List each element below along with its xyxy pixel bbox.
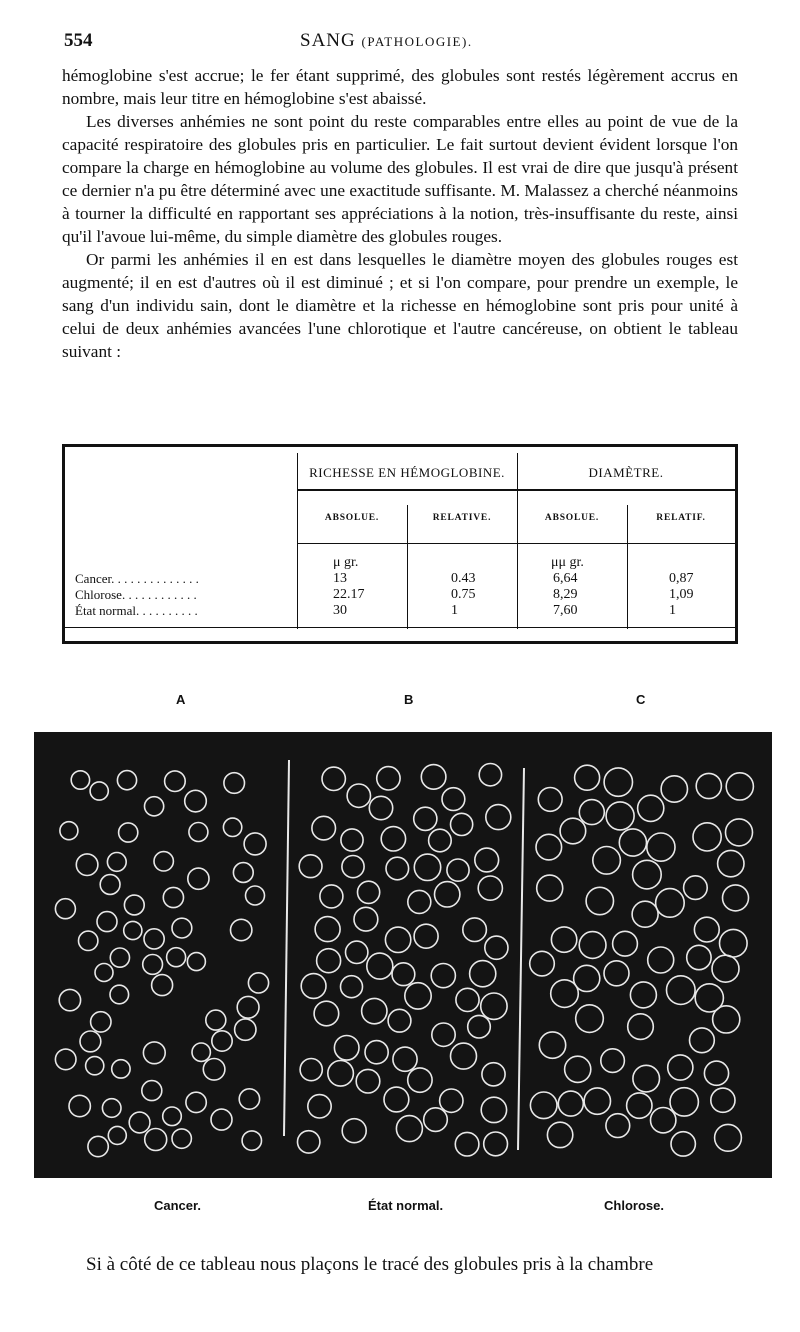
blood-cell (613, 931, 638, 956)
table-cell: 8,29 (553, 587, 578, 602)
blood-cell (342, 1119, 366, 1143)
blood-cell (152, 975, 173, 996)
blood-cell (172, 1129, 191, 1148)
blood-cell (86, 1057, 104, 1075)
blood-cell (60, 822, 78, 840)
blood-cell (414, 807, 437, 830)
blood-cell (408, 1068, 432, 1092)
blood-cell (579, 800, 604, 825)
blood-cell (107, 853, 126, 872)
row-label: État normal. . . . . . . . . . (75, 603, 198, 618)
blood-cell (163, 887, 183, 907)
blood-cell (185, 790, 207, 812)
panel-letter-a: A (176, 692, 186, 707)
blood-cell (320, 885, 343, 908)
blood-cell (88, 1136, 108, 1156)
blood-cell (300, 1059, 322, 1081)
blood-cell (670, 1088, 698, 1116)
sub-header: RELATIVE. (432, 513, 492, 523)
blood-cell (377, 767, 400, 790)
blood-cell (346, 941, 368, 963)
paragraph: hémoglobine s'est accrue; le fer étant supprimé, des globules sont restés légèrement accrus en nombre, mais leur titre en hémoglobine s'est abaissé. (62, 66, 738, 108)
blood-cell (711, 1088, 735, 1112)
blood-cell (690, 1028, 715, 1053)
blood-cell (551, 927, 576, 952)
blood-cell (475, 848, 499, 872)
blood-cell (341, 976, 363, 998)
blood-cell (484, 1132, 508, 1156)
blood-cell (388, 1009, 411, 1032)
blood-cell (308, 1095, 331, 1118)
group-rule (517, 489, 735, 491)
blood-cell (167, 948, 186, 967)
blood-cell (365, 1041, 388, 1064)
blood-cell (481, 1097, 506, 1122)
blood-cell (108, 1126, 126, 1144)
blood-cell (447, 859, 469, 881)
panel-letter-c: C (636, 692, 646, 707)
panel-letter-b: B (404, 692, 414, 707)
blood-cell (586, 887, 613, 914)
blood-cell-plate (34, 732, 772, 1178)
blood-cell (314, 1001, 339, 1026)
blood-cell (334, 1036, 359, 1061)
blood-cell (579, 932, 606, 959)
table-cell: 6,64 (553, 571, 578, 586)
running-head-main: SANG (300, 30, 356, 51)
blood-cell (124, 895, 144, 915)
blood-cell (530, 951, 555, 976)
sub-header: ABSOLUE. (544, 513, 600, 523)
blood-cell (244, 833, 266, 855)
blood-cell (704, 1061, 728, 1085)
blood-cell (367, 953, 393, 979)
blood-cell-drawing (34, 732, 772, 1178)
blood-cell (144, 929, 164, 949)
table-cell: 1 (669, 603, 676, 618)
blood-cell (317, 949, 341, 973)
blood-cell (110, 985, 129, 1004)
blood-cell (80, 1031, 101, 1052)
blood-cell (322, 767, 345, 790)
blood-cell (486, 805, 511, 830)
blood-cell (186, 1092, 206, 1112)
blood-cell (187, 953, 205, 971)
blood-cell (687, 945, 711, 969)
blood-cell (630, 982, 656, 1008)
blood-cell (112, 1060, 130, 1078)
table-cell: 0.43 (451, 571, 476, 586)
blood-cell (647, 833, 675, 861)
blood-cell (718, 850, 744, 876)
blood-cell (574, 965, 600, 991)
caption-chlorosis: Chlorose. (604, 1198, 664, 1213)
blood-cell (143, 1042, 165, 1064)
blood-cell (560, 818, 586, 844)
caption-normal: État normal. (368, 1198, 444, 1213)
blood-cell (362, 998, 387, 1023)
blood-cell (479, 764, 501, 786)
blood-cell (239, 1089, 259, 1109)
blood-cell (451, 813, 473, 835)
sub-header: RELATIF. (656, 513, 706, 523)
blood-cell (667, 976, 696, 1005)
blood-cell (102, 1099, 121, 1118)
unit-label: μμ gr. (551, 555, 584, 570)
blood-cell (129, 1112, 150, 1133)
blood-cell (165, 771, 186, 792)
blood-cell (405, 983, 431, 1009)
blood-cell (354, 907, 378, 931)
blood-cell (633, 860, 662, 889)
blood-cell (593, 847, 621, 875)
blood-cell (55, 1049, 76, 1070)
blood-cell (211, 1109, 232, 1130)
blood-cell (192, 1043, 210, 1061)
blood-cell (347, 784, 370, 807)
table-bottom-rule (65, 627, 735, 628)
blood-cell (235, 1019, 256, 1040)
page-number: 554 (64, 30, 93, 51)
blood-cell (392, 963, 415, 986)
body-text (62, 64, 738, 363)
running-head-sub: (PATHOLOGIE). (361, 34, 473, 49)
blood-cell (651, 1108, 676, 1133)
blood-cell (429, 829, 452, 852)
blood-cell (97, 912, 117, 932)
blood-cell (393, 1047, 417, 1071)
blood-cell (119, 823, 138, 842)
blood-cell (627, 1093, 652, 1118)
blood-cell (478, 876, 502, 900)
blood-cell (301, 974, 326, 999)
blood-cell (661, 776, 687, 802)
running-head (300, 30, 473, 52)
blood-cell (684, 876, 708, 900)
blood-cell (442, 788, 465, 811)
blood-cell (536, 834, 562, 860)
blood-cell (668, 1055, 693, 1080)
table-cell: 30 (333, 603, 347, 618)
blood-cell (298, 1131, 320, 1153)
panel-divider (284, 760, 289, 1136)
blood-cell (95, 964, 113, 982)
group-header-diameter: DIAMÈTRE. (588, 465, 664, 480)
blood-cell (203, 1059, 225, 1081)
blood-cell (558, 1091, 583, 1116)
blood-cell (671, 1132, 695, 1156)
blood-cell (648, 947, 674, 973)
blood-cell (604, 961, 629, 986)
blood-cell (463, 918, 487, 942)
blood-cell (726, 819, 753, 846)
blood-cell (619, 829, 646, 856)
blood-cell (188, 868, 209, 889)
blood-cell (547, 1122, 572, 1147)
blood-cell (206, 1010, 226, 1030)
continuation-line: Si à côté de ce tableau nous plaçons le tracé des globules pris à la chambre (86, 1254, 654, 1275)
blood-cell (55, 899, 75, 919)
blood-cell (424, 1108, 448, 1132)
table-divider (627, 505, 628, 629)
row-label: Chlorose. . . . . . . . . . . . (75, 587, 197, 602)
blood-cell (315, 917, 340, 942)
blood-cell (381, 827, 405, 851)
group-header-hemoglobin: RICHESSE EN HÉMOGLOBINE. (309, 465, 505, 480)
blood-cell (79, 931, 98, 950)
blood-cell (212, 1031, 232, 1051)
caption-cancer: Cancer. (154, 1198, 201, 1213)
table-cell: 13 (333, 571, 347, 586)
blood-cell (369, 796, 392, 819)
blood-cell (440, 1089, 463, 1112)
blood-cell (100, 875, 120, 895)
blood-cell (76, 854, 98, 876)
blood-cell (530, 1092, 557, 1119)
blood-cell (341, 829, 363, 851)
blood-cell (248, 973, 268, 993)
blood-cell (481, 993, 507, 1019)
blood-cell (237, 996, 259, 1018)
blood-cell (408, 890, 431, 913)
blood-cell (421, 765, 446, 790)
blood-cell (726, 773, 753, 800)
blood-cell (470, 961, 496, 987)
blood-cell (312, 816, 336, 840)
blood-cell (539, 1032, 565, 1058)
paragraph: Les diverses anhémies ne sont point du reste comparables entre elles au point de vue de la capacité respiratoire des globules pris en particulier. Le fait surtout devient évident lorsque l'on compare la charge en hémoglobine au volume des globules. Il est vrai de dire que jusqu'à présent ce dernier n'a pu être déterminé avec une exactitude suffisante. M. Malassez a cherché néanmoins à tourner la difficulté en rapportant ses appréciations à la notion, très-insuffisante du reste, ainsi qu'il l'avoue lui-même, du simple diamètre des globules rouges. (62, 112, 738, 246)
blood-cell (538, 788, 562, 812)
blood-cell (485, 936, 508, 959)
blood-cell (715, 1124, 742, 1151)
table-divider (407, 505, 408, 629)
blood-cell (431, 964, 455, 988)
blood-cell (720, 929, 748, 957)
blood-cell (455, 1132, 479, 1156)
blood-cell (163, 1107, 182, 1126)
blood-cell (246, 886, 265, 905)
table-cell: 0,87 (669, 571, 694, 586)
blood-cell (694, 917, 719, 942)
blood-cell (723, 885, 749, 911)
unit-label: μ gr. (333, 555, 359, 570)
blood-cell (233, 863, 253, 883)
blood-cell (696, 773, 721, 798)
group-rule (297, 489, 517, 491)
blood-cell (456, 988, 479, 1011)
blood-cell (633, 1065, 660, 1092)
paragraph: Or parmi les anhémies il en est dans lesquelles le diamètre moyen des globules rouges est augmenté; il en est d'autres où il est diminué ; et si l'on compare, pour prendre un exemple, le sang d'un individu sain, dont le diamètre et la richesse en hémoglobine sont pris pour unité à celui de deux anhémies avancées l'une chlorotique et l'autre cancéreuse, on obtient le tableau suivant : (62, 250, 738, 361)
blood-cell (482, 1063, 505, 1086)
blood-cell (384, 1087, 409, 1112)
blood-cell (145, 1129, 167, 1151)
blood-cell (90, 782, 108, 800)
blood-cell (656, 889, 685, 918)
blood-cell (69, 1095, 90, 1116)
blood-cell (358, 881, 380, 903)
blood-cell (59, 989, 80, 1010)
blood-cell (110, 948, 129, 967)
blood-cell (154, 852, 173, 871)
blood-cell (124, 921, 142, 939)
blood-cell (143, 955, 163, 975)
blood-cell (386, 857, 409, 880)
table-cell: 22.17 (333, 587, 365, 602)
blood-cell (601, 1049, 625, 1073)
panel-divider (518, 768, 524, 1150)
blood-cell (224, 773, 245, 794)
table-cell: 1,09 (669, 587, 694, 602)
blood-cell (432, 1023, 455, 1046)
blood-cell (172, 918, 192, 938)
blood-cell (356, 1069, 380, 1093)
blood-cell (638, 795, 664, 821)
table-cell: 7,60 (553, 603, 578, 618)
blood-cell (584, 1088, 610, 1114)
blood-cell (91, 1012, 111, 1032)
blood-cell (396, 1116, 422, 1142)
blood-cell (145, 797, 164, 816)
blood-cell (117, 771, 136, 790)
blood-cell (435, 882, 460, 907)
blood-cell (576, 1005, 604, 1033)
blood-cell (385, 927, 410, 952)
blood-cell (451, 1043, 477, 1069)
blood-cell (632, 901, 658, 927)
blood-cell (223, 818, 241, 836)
blood-cell (299, 855, 322, 878)
blood-cell (231, 919, 252, 940)
blood-cell (565, 1056, 591, 1082)
row-label: Cancer. . . . . . . . . . . . . . (75, 571, 199, 586)
table-cell: 0.75 (451, 587, 476, 602)
table-cell: 1 (451, 603, 458, 618)
blood-cell (693, 823, 721, 851)
blood-cell (604, 768, 632, 796)
blood-cell (414, 924, 438, 948)
blood-cell (537, 875, 563, 901)
data-table (62, 444, 738, 644)
blood-cell (71, 771, 89, 789)
blood-cell (242, 1131, 261, 1150)
sub-header: ABSOLUE. (324, 513, 380, 523)
blood-cell (142, 1081, 162, 1101)
blood-cell (575, 765, 600, 790)
blood-cell (628, 1014, 654, 1040)
header-rule (297, 543, 735, 544)
blood-cell (712, 955, 739, 982)
blood-cell (342, 856, 364, 878)
blood-cell (414, 854, 440, 880)
blood-cell (606, 1114, 630, 1138)
blood-cell (468, 1015, 491, 1038)
blood-cell (713, 1006, 740, 1033)
blood-cell (189, 823, 208, 842)
blood-cell (328, 1061, 354, 1087)
blood-cell (606, 802, 634, 830)
